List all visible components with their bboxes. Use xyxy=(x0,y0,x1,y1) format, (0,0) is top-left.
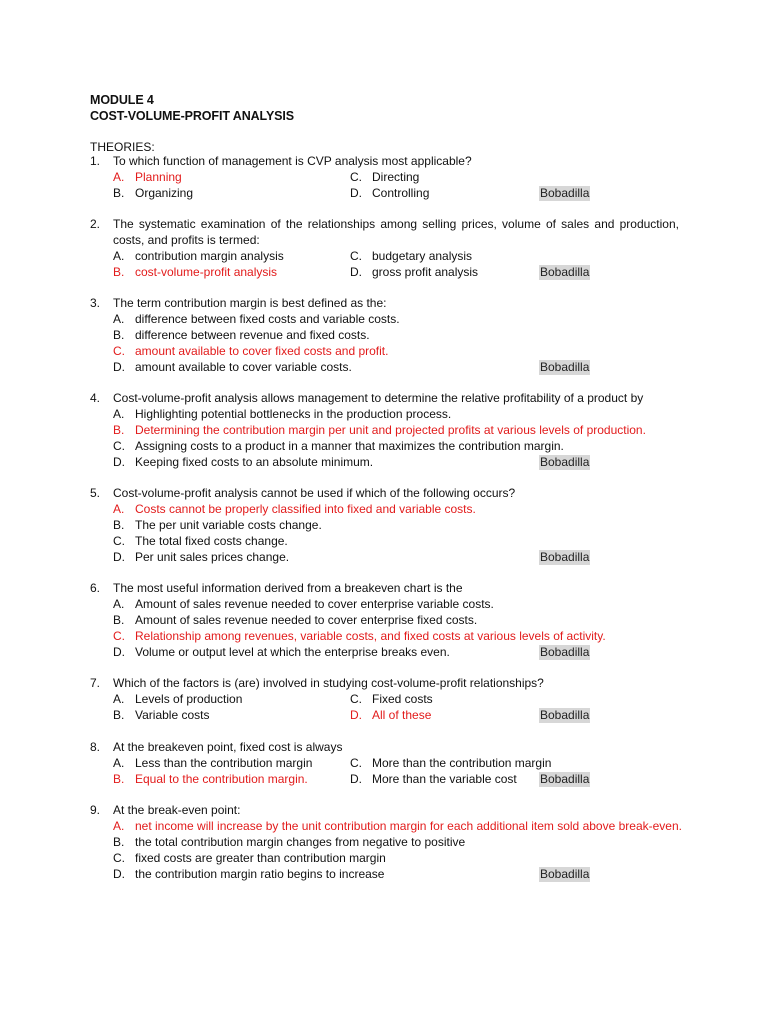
question-5 xyxy=(90,486,690,566)
option-c: C. Directing xyxy=(350,170,420,184)
option-d: D. gross profit analysis xyxy=(350,265,479,279)
option-b: B. Determining the contribution margin per unit and projected profits at various levels of production. xyxy=(113,423,646,437)
question-stem: The most useful information derived from a breakeven chart is the xyxy=(113,581,463,595)
question-number: 1. xyxy=(90,154,101,168)
module-number: MODULE 4 xyxy=(90,93,154,107)
option-d: D. More than the variable cost xyxy=(350,772,517,786)
question-number: 5. xyxy=(90,486,101,500)
question-number: 9. xyxy=(90,803,101,817)
option-c: C. More than the contribution margin xyxy=(350,756,552,770)
question-9 xyxy=(90,803,690,883)
question-number: 2. xyxy=(90,217,101,231)
question-stem: At the break-even point: xyxy=(113,803,241,817)
module-title: COST-VOLUME-PROFIT ANALYSIS xyxy=(90,109,295,123)
question-stem: Which of the factors is (are) involved in studying cost-volume-profit relationships? xyxy=(113,676,544,690)
question-number: 7. xyxy=(90,676,101,690)
question-number: 6. xyxy=(90,581,101,595)
question-4 xyxy=(90,391,690,471)
option-b: B. Organizing xyxy=(113,186,194,200)
question-number: 4. xyxy=(90,391,101,405)
option-b: B. cost-volume-profit analysis xyxy=(113,265,278,279)
author-tag: Bobadilla xyxy=(540,550,590,564)
option-a: A. Costs cannot be properly classified into fixed and variable costs. xyxy=(113,502,476,516)
option-d: D. Controlling xyxy=(350,186,430,200)
question-2 xyxy=(90,217,690,281)
option-a: A. net income will increase by the unit contribution margin for each additional item sold above break-even. xyxy=(113,819,682,833)
question-number: 3. xyxy=(90,296,101,310)
question-number: 8. xyxy=(90,740,101,754)
author-tag: Bobadilla xyxy=(540,772,590,786)
option-d: D. Per unit sales prices change. xyxy=(113,550,290,564)
question-7 xyxy=(90,676,690,724)
section-heading: THEORIES: xyxy=(90,140,155,154)
option-c: C. Fixed costs xyxy=(350,692,433,706)
author-tag: Bobadilla xyxy=(540,455,590,469)
option-a: A. Amount of sales revenue needed to cover enterprise variable costs. xyxy=(113,597,494,611)
option-a: A. Highlighting potential bottlenecks in the production process. xyxy=(113,407,452,421)
option-a: A. Planning xyxy=(113,170,182,184)
option-b: B. Amount of sales revenue needed to cover enterprise fixed costs. xyxy=(113,613,478,627)
question-stem: The systematic examination of the relationships among selling prices, volume of sales and production, costs, and profits is termed: xyxy=(113,217,679,247)
option-a: A. difference between fixed costs and variable costs. xyxy=(113,312,400,326)
option-c: C. The total fixed costs change. xyxy=(113,534,288,548)
author-tag: Bobadilla xyxy=(540,708,590,722)
option-b: B. Variable costs xyxy=(113,708,210,722)
option-a: A. contribution margin analysis xyxy=(113,249,284,263)
option-d: D. Volume or output level at which the enterprise breaks even. xyxy=(113,645,450,659)
option-c: C. Assigning costs to a product in a manner that maximizes the contribution margin. xyxy=(113,439,564,453)
option-c: C. amount available to cover fixed costs and profit. xyxy=(113,344,389,358)
question-3 xyxy=(90,296,690,376)
document-header xyxy=(90,92,294,124)
option-a: A. Levels of production xyxy=(113,692,243,706)
option-b: B. the total contribution margin changes from negative to positive xyxy=(113,835,466,849)
option-d: D. the contribution margin ratio begins to increase xyxy=(113,867,385,881)
author-tag: Bobadilla xyxy=(540,867,590,881)
option-b: B. The per unit variable costs change. xyxy=(113,518,322,532)
question-8 xyxy=(90,740,690,788)
question-stem: Cost-volume-profit analysis cannot be used if which of the following occurs? xyxy=(113,486,516,500)
author-tag: Bobadilla xyxy=(540,645,590,659)
author-tag: Bobadilla xyxy=(540,186,590,200)
option-c: C. budgetary analysis xyxy=(350,249,473,263)
option-a: A. Less than the contribution margin xyxy=(113,756,313,770)
author-tag: Bobadilla xyxy=(540,265,590,279)
option-d: D. All of these xyxy=(350,708,432,722)
question-stem: At the breakeven point, fixed cost is always xyxy=(113,740,343,754)
author-tag: Bobadilla xyxy=(540,360,590,374)
option-b: B. Equal to the contribution margin. xyxy=(113,772,308,786)
option-b: B. difference between revenue and fixed costs. xyxy=(113,328,370,342)
option-d: D. Keeping fixed costs to an absolute minimum. xyxy=(113,455,374,469)
option-c: C. Relationship among revenues, variable costs, and fixed costs at various levels of activity. xyxy=(113,629,606,643)
question-stem: The term contribution margin is best defined as the: xyxy=(113,296,387,310)
question-stem: Cost-volume-profit analysis allows management to determine the relative profitability of a product by xyxy=(113,391,644,405)
option-d: D. amount available to cover variable costs. xyxy=(113,360,352,374)
option-c: C. fixed costs are greater than contribution margin xyxy=(113,851,386,865)
question-stem: To which function of management is CVP analysis most applicable? xyxy=(113,154,472,168)
question-6 xyxy=(90,581,690,661)
question-1 xyxy=(90,154,690,202)
